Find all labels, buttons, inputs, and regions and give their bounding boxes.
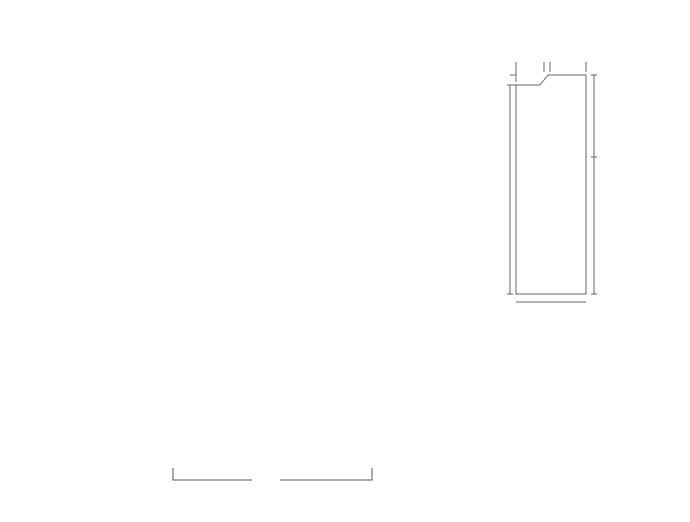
garment-outline: [516, 75, 586, 294]
bottom-rings-decoration: [60, 496, 620, 520]
legend-item-tc: [498, 408, 514, 419]
spiral-binding: [645, 0, 690, 522]
instructions-right-column: [249, 41, 454, 91]
legend-item-chain: [498, 352, 514, 363]
legend-item-sc: [498, 369, 514, 380]
crochet-chart: [30, 228, 480, 490]
legend-item-dc: [498, 387, 514, 398]
garment-schematic: [490, 32, 610, 322]
repeat-bracket: [173, 468, 372, 486]
